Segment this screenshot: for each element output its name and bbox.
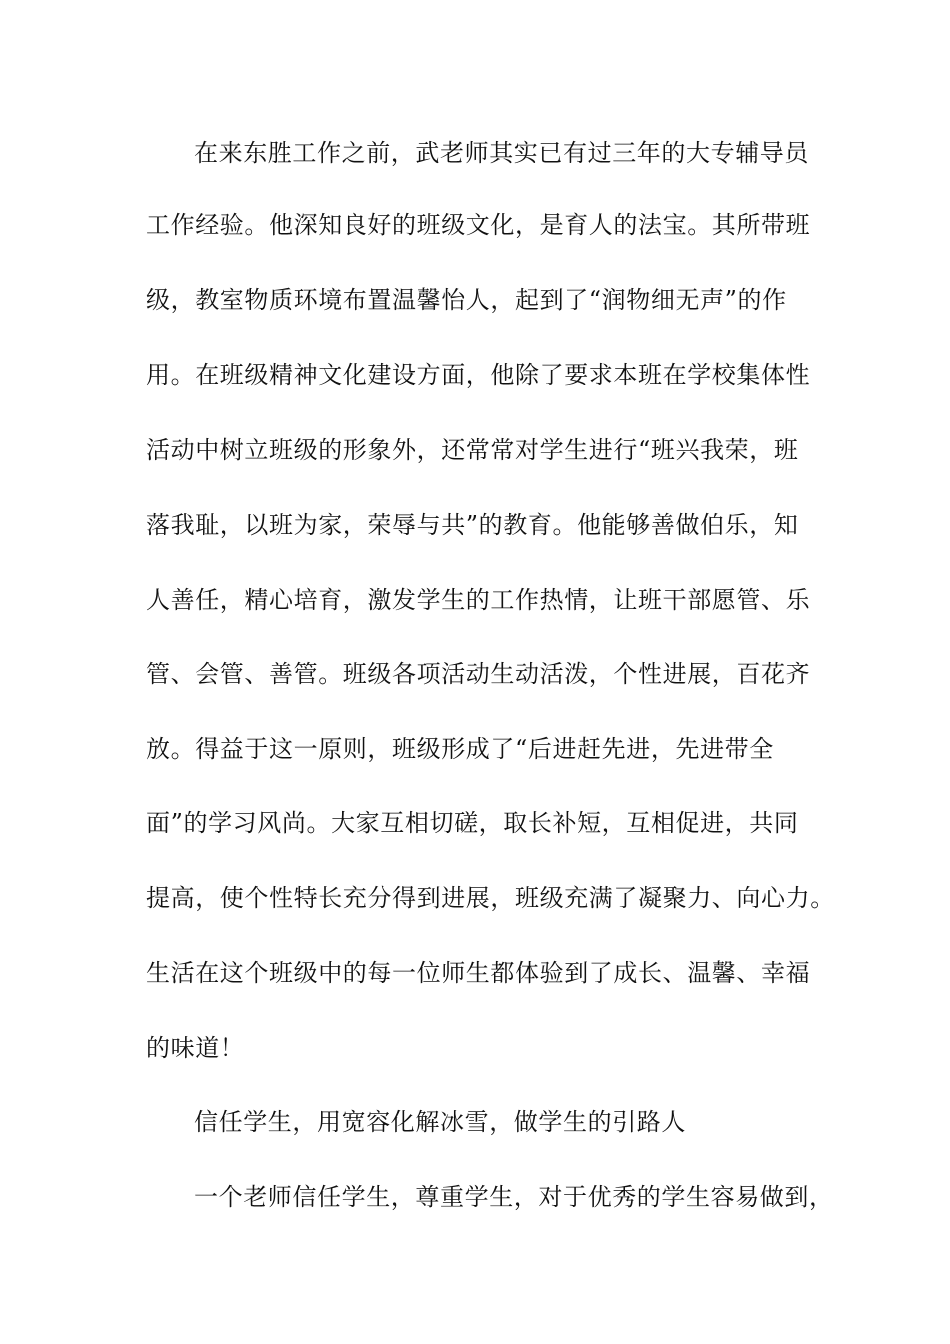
paragraph-1-line-3: 级，教室物质环境布置温馨怡人，起到了“润物细无声”的作 bbox=[146, 286, 787, 314]
paragraph-1-line-8: 管、会管、善管。班级各项活动生动活泼，个性进展，百花齐 bbox=[146, 660, 811, 688]
paragraph-1-line-5: 活动中树立班级的形象外，还常常对学生进行“班兴我荣，班 bbox=[146, 436, 799, 464]
paragraph-1-line-12: 生活在这个班级中的每一位师生都体验到了成长、温馨、幸福 bbox=[146, 959, 811, 987]
paragraph-1-line-4: 用。在班级精神文化建设方面，他除了要求本班在学校集体性 bbox=[146, 361, 811, 389]
section-heading: 信任学生，用宽容化解冰雪，做学生的引路人 bbox=[194, 1108, 686, 1136]
paragraph-1-line-13: 的味道！ bbox=[146, 1034, 245, 1062]
paragraph-1-line-7: 人善任，精心培育，激发学生的工作热情，让班干部愿管、乐 bbox=[146, 586, 811, 614]
paragraph-1-line-10: 面”的学习风尚。大家互相切磋，取长补短，互相促进，共同 bbox=[146, 809, 799, 837]
paragraph-1-line-2: 工作经验。他深知良好的班级文化，是育人的法宝。其所带班 bbox=[146, 211, 811, 239]
paragraph-2-line-1: 一个老师信任学生，尊重学生，对于优秀的学生容易做到， bbox=[194, 1183, 834, 1211]
paragraph-1-line-6: 落我耻，以班为家，荣辱与共”的教育。他能够善做伯乐，知 bbox=[146, 511, 799, 539]
paragraph-1-line-11: 提高，使个性特长充分得到进展，班级充满了凝聚力、向心力。 bbox=[146, 884, 835, 912]
paragraph-1-line-9: 放。得益于这一原则，班级形成了“后进赶先进，先进带全 bbox=[146, 735, 774, 763]
paragraph-1-line-1: 在来东胜工作之前，武老师其实已有过三年的大专辅导员 bbox=[194, 139, 809, 167]
